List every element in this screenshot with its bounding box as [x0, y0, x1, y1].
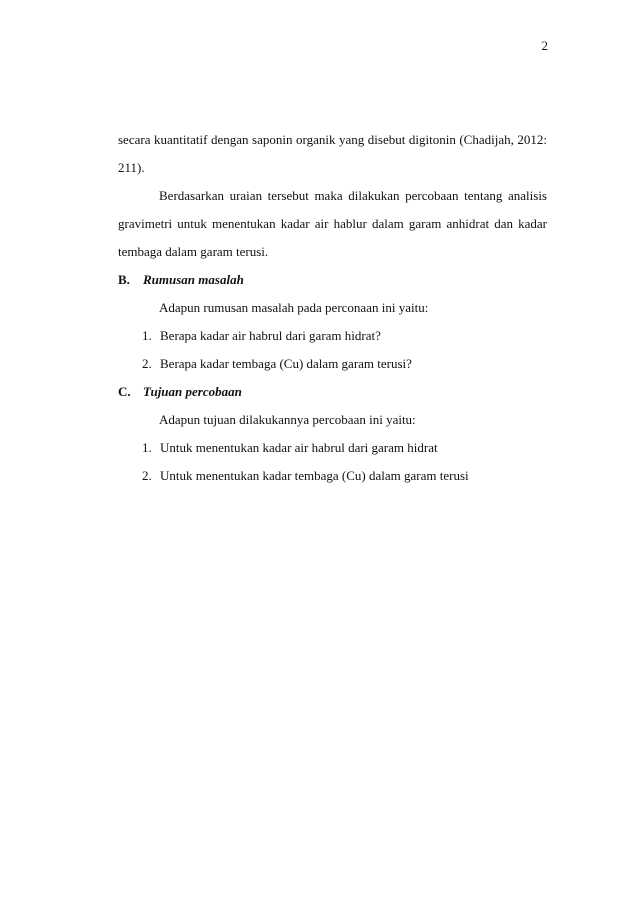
section-intro: Adapun rumusan masalah pada perconaan ini yaitu:	[159, 300, 429, 315]
page-number: 2	[541, 38, 548, 53]
section-heading-rumusan-masalah	[118, 266, 547, 294]
objective-list	[118, 434, 547, 490]
list-number: 1.	[142, 328, 152, 343]
list-number: 2.	[142, 468, 152, 483]
list-text: Untuk menentukan kadar tembaga (Cu) dalam garam terusi	[160, 468, 469, 483]
list-item	[118, 462, 547, 490]
section-intro: Adapun tujuan dilakukannya percobaan ini yaitu:	[159, 412, 416, 427]
section-title: Tujuan percobaan	[143, 384, 242, 399]
page-body	[118, 126, 547, 490]
list-number: 1.	[142, 440, 152, 455]
list-item	[118, 350, 547, 378]
list-text: Untuk menentukan kadar air habrul dari garam hidrat	[160, 440, 438, 455]
list-text: Berapa kadar tembaga (Cu) dalam garam terusi?	[160, 356, 412, 371]
section-title: Rumusan masalah	[143, 272, 244, 287]
section-heading-tujuan-percobaan	[118, 378, 547, 406]
paragraph-continuation: secara kuantitatif dengan saponin organik yang disebut digitonin (Chadijah, 2012: 211).	[118, 132, 547, 175]
paragraph-conclusion: Berdasarkan uraian tersebut maka dilakukan percobaan tentang analisis gravimetri untuk menentukan kadar air hablur dalam garam anhidrat dan kadar tembaga dalam garam terusi.	[118, 188, 547, 259]
list-item	[118, 434, 547, 462]
section-letter: C.	[118, 384, 131, 399]
section-letter: B.	[118, 272, 130, 287]
list-number: 2.	[142, 356, 152, 371]
list-text: Berapa kadar air habrul dari garam hidrat?	[160, 328, 381, 343]
list-item	[118, 322, 547, 350]
problem-list	[118, 322, 547, 378]
